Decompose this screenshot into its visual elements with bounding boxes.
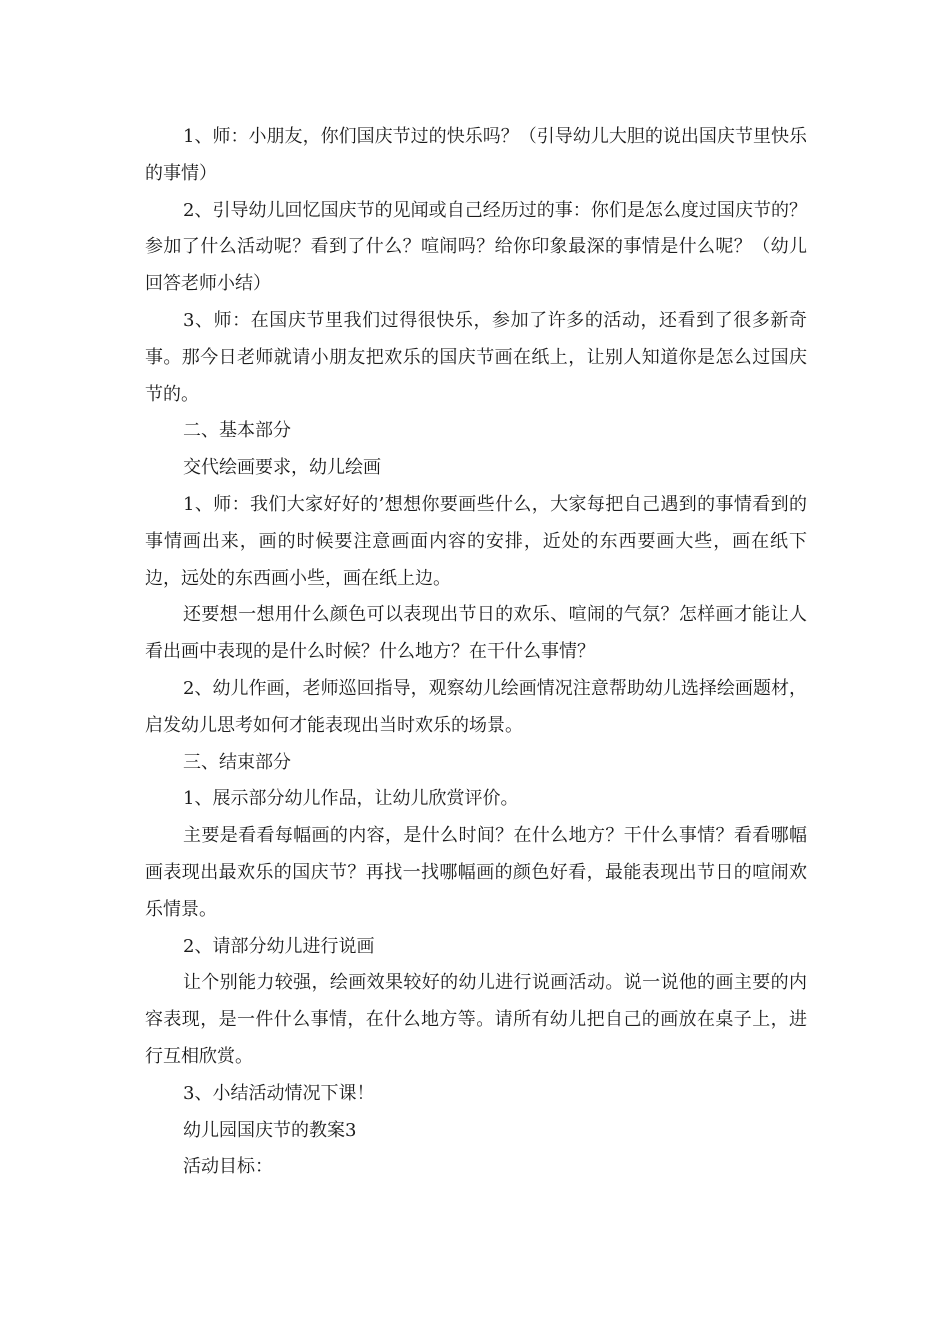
paragraph: 2、请部分幼儿进行说画 [183, 935, 375, 957]
section-heading: 二、基本部分 [183, 420, 291, 442]
section-heading: 活动目标： [183, 1156, 273, 1178]
paragraph: 交代绘画要求，幼儿绘画 [183, 457, 381, 479]
paragraph: 3、小结活动情况下课！ [183, 1082, 375, 1104]
paragraph: 1、展示部分幼儿作品，让幼儿欣赏评价。 [183, 788, 519, 810]
section-heading: 三、结束部分 [183, 751, 291, 773]
paragraph: 2、幼儿作画，老师巡回指导，观察幼儿绘画情况注意帮助幼儿选择绘画题材，启发幼儿思考如何才能表现出当时欢乐的场景。 [145, 677, 807, 736]
paragraph: 1、师：我们大家好好的’想想你要画些什么，大家每把自己遇到的事情看到的事情画出来，画的时候要注意画面内容的安排，近处的东西要画大些，画在纸下边，远处的东西画小些，画在纸上边。 [145, 493, 807, 589]
paragraph: 还要想一想用什么颜色可以表现出节日的欢乐、喧闹的气氛？怎样画才能让人看出画中表现的是什么时候？什么地方？在干什么事情？ [145, 604, 807, 663]
paragraph: 2、引导幼儿回忆国庆节的见闻或自己经历过的事：你们是怎么度过国庆节的？参加了什么活动呢？看到了什么？喧闹吗？给你印象最深的事情是什么呢？（幼儿回答老师小结） [145, 199, 807, 295]
paragraph: 让个别能力较强，绘画效果较好的幼儿进行说画活动。说一说他的画主要的内容表现，是一件什么事情，在什么地方等。请所有幼儿把自己的画放在桌子上，进行互相欣赏。 [145, 972, 807, 1067]
document-body [145, 119, 807, 1186]
paragraph: 主要是看看每幅画的内容，是什么时间？在什么地方？干什么事情？看看哪幅画表现出最欢乐的国庆节？再找一找哪幅画的颜色好看，最能表现出节日的喧闹欢乐情景。 [145, 825, 807, 920]
lesson-title: 幼儿园国庆节的教案3 [183, 1119, 357, 1141]
paragraph: 3、师：在国庆节里我们过得很快乐，参加了许多的活动，还看到了很多新奇事。那今日老师就请小朋友把欢乐的国庆节画在纸上，让别人知道你是怎么过国庆节的。 [145, 309, 807, 405]
paragraph: 1、师：小朋友，你们国庆节过的快乐吗？（引导幼儿大胆的说出国庆节里快乐的事情） [145, 126, 807, 184]
